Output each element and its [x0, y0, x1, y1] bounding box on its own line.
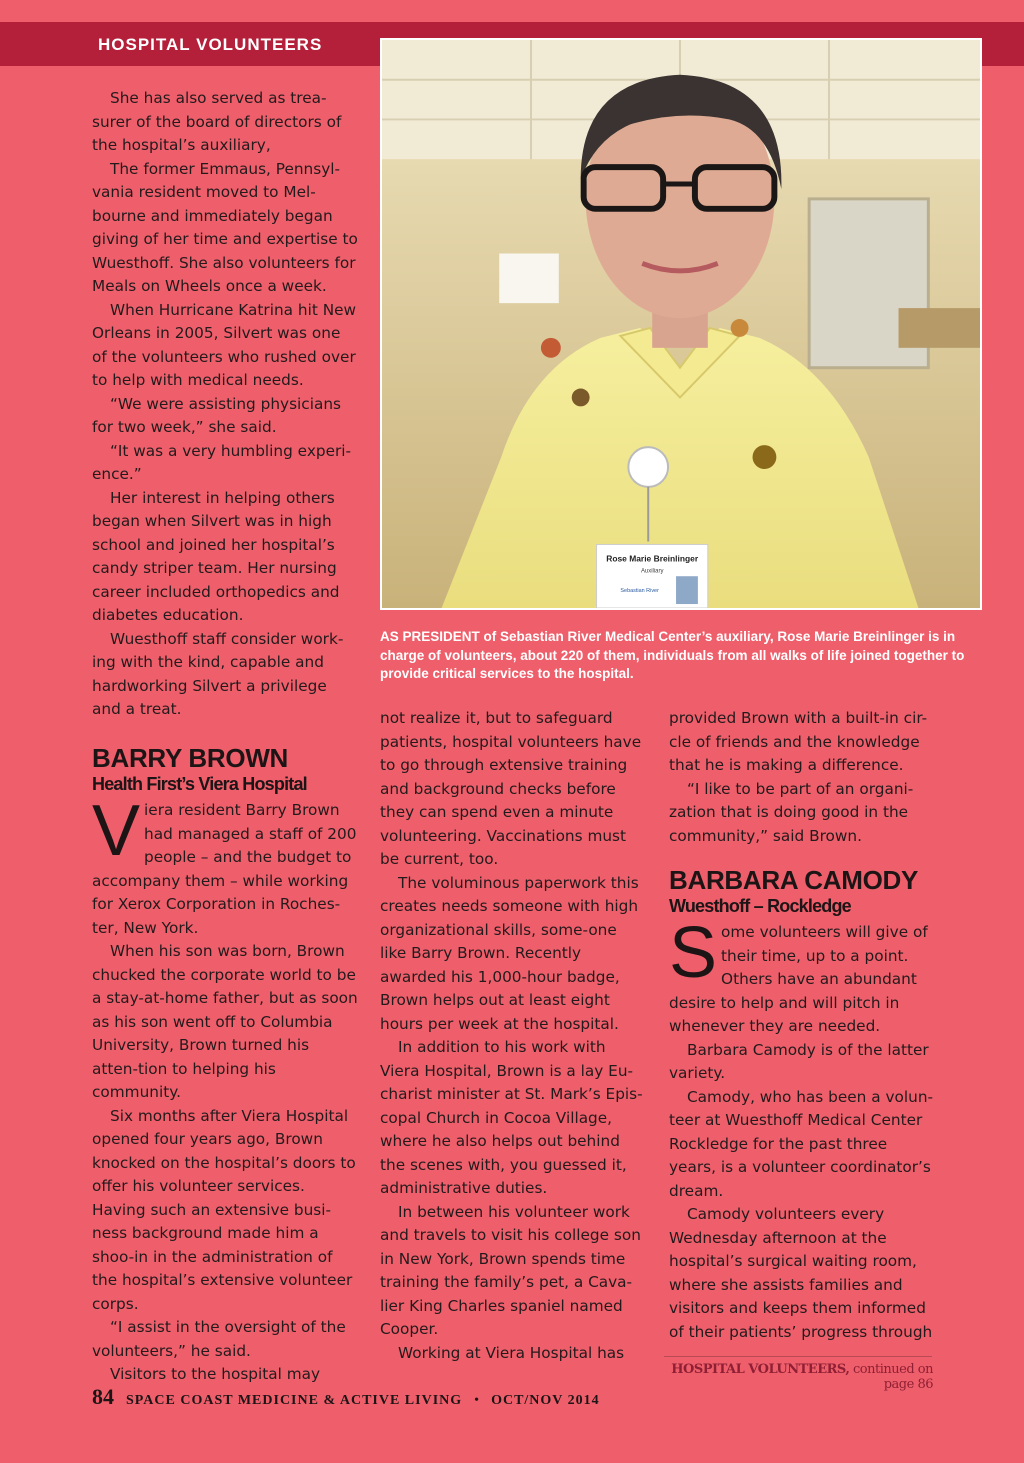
barry-brown-section — [92, 743, 358, 1387]
drop-cap: V — [92, 791, 141, 871]
paragraph: Six months after Viera Hospital opened four years ago, Brown knocked on the hospital’s doors to offer his volunteer services. Having such an extensive busi-ness background made him a shoo-in in the administration of the hospital’s extensive volunteer corps. — [92, 1106, 356, 1313]
column-3-top — [669, 707, 935, 848]
paragraph: Camody, who has been a volun-teer at Wuesthoff Medical Center Rockledge for the past three years, is a volunteer coordinator’s dream. — [669, 1087, 934, 1200]
camody-heading: BARBARA CAMODY — [669, 865, 919, 895]
paragraph: Visitors to the hospital may — [110, 1365, 321, 1383]
continued-note — [669, 1362, 933, 1392]
paragraph: Viera resident Barry Brown had managed a staff of 200 people – and the budget to accompany them – while working for Xerox Corporation in Roches-ter, New York. — [92, 791, 357, 937]
badge-role: Auxiliary — [640, 568, 664, 575]
photo-illustration — [382, 40, 980, 608]
paragraph: When his son was born, Brown chucked the corporate world to be a stay-at-home father, but as soon as his son went off to Columbia University, Brown turned his atten-tion to helping his community. — [92, 942, 358, 1101]
paragraph: Camody volunteers every Wednesday afternoon at the hospital’s surgical waiting room, where she assists families and visitors and keeps them informed of their patients’ progress through — [669, 1205, 933, 1341]
badge-logo: Sebastian River — [620, 588, 659, 595]
paragraph: The voluminous paperwork this creates needs someone with high organizational skills, some-one like Barry Brown. Recently awarded his 1,000-hour badge, Brown helps out at least eight hours per week at the hospital. — [380, 873, 639, 1033]
section-label: HOSPITAL VOLUNTEERS — [98, 35, 323, 54]
paragraph: Some volunteers will give of their time, up to a point. Others have an abundant desire to help and will pitch in whenever they are needed. — [669, 913, 928, 1035]
paragraph: Barbara Camody is of the latter variety. — [669, 1040, 929, 1082]
badge-name: Rose Marie Breinlinger — [606, 553, 699, 564]
volunteer-photo — [380, 38, 982, 610]
continued-divider — [664, 1356, 932, 1357]
camody-subheading: Wuesthoff – Rockledge — [669, 896, 851, 916]
continued-page: continued on page 86 — [853, 1362, 933, 1392]
paragraph: She has also served as trea-surer of the board of directors of the hospital’s auxiliary, — [92, 89, 342, 154]
paragraph: The former Emmaus, Pennsyl-vania resident moved to Mel-bourne and immediately began giving of her time and expertise to Wuesthoff. She also volunteers for Meals on Wheels once a week. — [92, 159, 358, 295]
paragraph: When Hurricane Katrina hit New Orleans in 2005, Silvert was one of the volunteers who rushed over to help with medical needs. — [92, 300, 357, 389]
column-2 — [380, 707, 646, 1365]
page-number: 84 — [92, 1384, 114, 1409]
paragraph: Working at Viera Hospital has — [398, 1343, 625, 1362]
paragraph: “I like to be part of an organi-zation that is doing good in the community,” said Brown. — [669, 779, 914, 845]
continued-label: HOSPITAL VOLUNTEERS, — [671, 1362, 850, 1377]
paragraph: “I assist in the oversight of the volunteers,” he said. — [92, 1318, 346, 1360]
paragraph: “It was a very humbling experi-ence.” — [92, 441, 352, 483]
barbara-camody-section — [669, 865, 935, 1344]
drop-cap: S — [669, 913, 718, 993]
photo-caption: AS PRESIDENT of Sebastian River Medical Center’s auxiliary, Rose Marie Breinlinger is in charge of volunteers, about 220 of them, individuals from all walks of life joined together to provide critical services to the hospital. — [380, 629, 965, 681]
footer-separator: • — [474, 1393, 480, 1408]
column-1-top — [92, 87, 358, 722]
brown-heading: BARRY BROWN — [92, 743, 289, 773]
paragraph: “We were assisting physicians for two week,” she said. — [92, 394, 341, 436]
paragraph: Wuesthoff staff consider work-ing with the kind, capable and hardworking Silvert a privilege and a treat. — [92, 629, 344, 718]
paragraph: Her interest in helping others began when Silvert was in high school and joined her hospital’s candy striper team. Her nursing career included orthopedics and diabetes education. — [92, 488, 340, 624]
brown-subheading: Health First’s Viera Hospital — [92, 774, 307, 794]
page-footer — [92, 1384, 600, 1410]
paragraph: In between his volunteer work and travels to visit his college son in New York, Brown spends time training the family’s pet, a Cava-lier King Charles spaniel named Cooper. — [380, 1202, 641, 1338]
paragraph: provided Brown with a built-in cir-cle of friends and the knowledge that he is making a difference. — [669, 709, 928, 774]
magazine-title: SPACE COAST MEDICINE & ACTIVE LIVING — [126, 1393, 463, 1408]
paragraph: not realize it, but to safeguard patients, hospital volunteers have to go through extensive training and background checks before they can spend even a minute volunteering. Vaccinations must be current, too. — [380, 709, 642, 868]
paragraph: In addition to his work with Viera Hospital, Brown is a lay Eu-charist minister at St. Mark’s Epis-copal Church in Cocoa Village, where he also helps out behind the scenes with, you guessed it, administrative duties. — [380, 1038, 643, 1197]
issue-date: OCT/NOV 2014 — [491, 1393, 600, 1408]
